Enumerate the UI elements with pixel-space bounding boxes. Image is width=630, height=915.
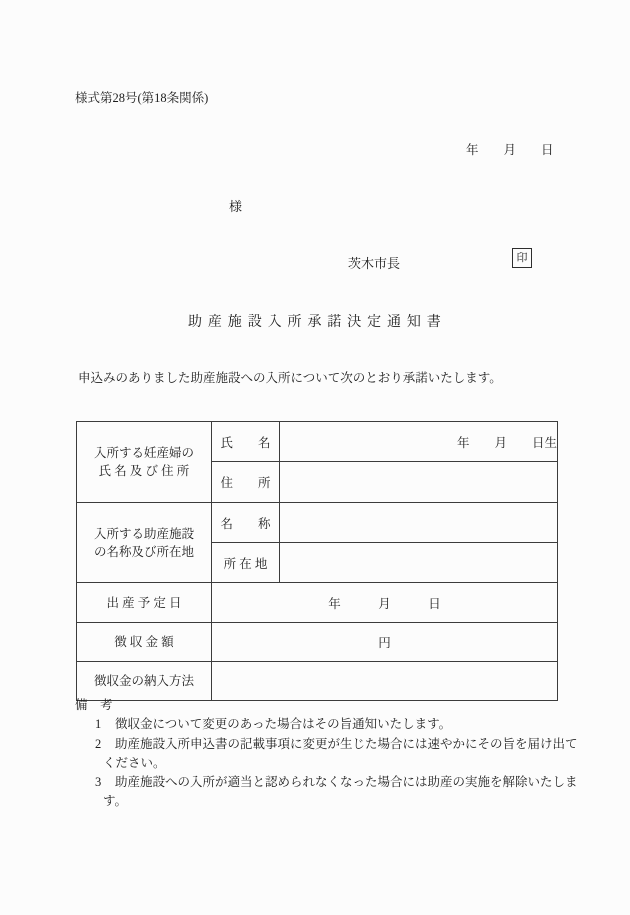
remark-item (75, 735, 595, 754)
table-row (77, 503, 558, 543)
sublabel-facility-name: 名 称 (212, 503, 280, 543)
remark-item (75, 773, 595, 792)
form-number: 様式第28号(第18条関係) (75, 91, 209, 105)
label-line: 入所する助産施設 (93, 526, 194, 541)
label-line: 入所する妊産婦の (93, 446, 194, 460)
value-payment-method (212, 662, 558, 701)
remark-text: 助産施設への入所が適当と認められなくなった場合には助産の実施を解除いたしま (115, 775, 578, 790)
value-collection-amount: 円 (212, 623, 558, 662)
addressee-honorific: 様 (229, 199, 243, 214)
label-facility-name-location (77, 503, 212, 583)
table-row (77, 623, 558, 662)
value-name-birthdate: 年 月 日生 (280, 422, 558, 462)
notification-table (76, 421, 558, 701)
remark-item (75, 715, 595, 734)
remark-number: 3 (95, 775, 102, 790)
label-mother-name-address (77, 422, 212, 503)
issue-date-line: 年 月 日 (466, 143, 554, 157)
table-row (77, 662, 558, 701)
sublabel-facility-location: 所 在 地 (212, 543, 280, 583)
label-line: 氏 名 及 び 住 所 (98, 464, 190, 478)
label-line: の名称及び所在地 (93, 544, 194, 559)
remarks-heading: 備 考 (75, 698, 113, 712)
issuer-mayor-name: 茨木市長 (348, 256, 401, 271)
remark-text-continued: ください。 (103, 755, 166, 770)
value-due-date: 年 月 日 (212, 583, 558, 623)
remark-number: 2 (95, 736, 102, 751)
document-title: 助 産 施 設 入 所 承 諾 決 定 通 知 書 (188, 315, 442, 330)
remark-text-continued: す。 (103, 794, 128, 809)
remark-number: 1 (95, 717, 102, 732)
table-row (77, 422, 558, 462)
label-payment-method: 徴収金の納入方法 (77, 662, 212, 701)
label-collection-amount: 徴 収 金 額 (77, 623, 212, 662)
remark-text: 徴収金について変更のあった場合はその旨通知いたします。 (115, 717, 452, 732)
value-facility-location (280, 543, 558, 583)
table-row (77, 583, 558, 623)
remarks-section (75, 696, 595, 812)
remark-text: 助産施設入所申込書の記載事項に変更が生じた場合には速やかにその旨を届け出て (115, 736, 578, 751)
value-address (280, 462, 558, 503)
sublabel-address: 住 所 (212, 462, 280, 503)
body-paragraph: 申込みのありました助産施設への入所について次のとおり承諾いたします。 (78, 371, 502, 385)
label-due-date: 出 産 予 定 日 (77, 583, 212, 623)
seal-mark: 印 (512, 248, 532, 268)
value-facility-name (280, 503, 558, 543)
sublabel-name: 氏 名 (212, 422, 280, 462)
